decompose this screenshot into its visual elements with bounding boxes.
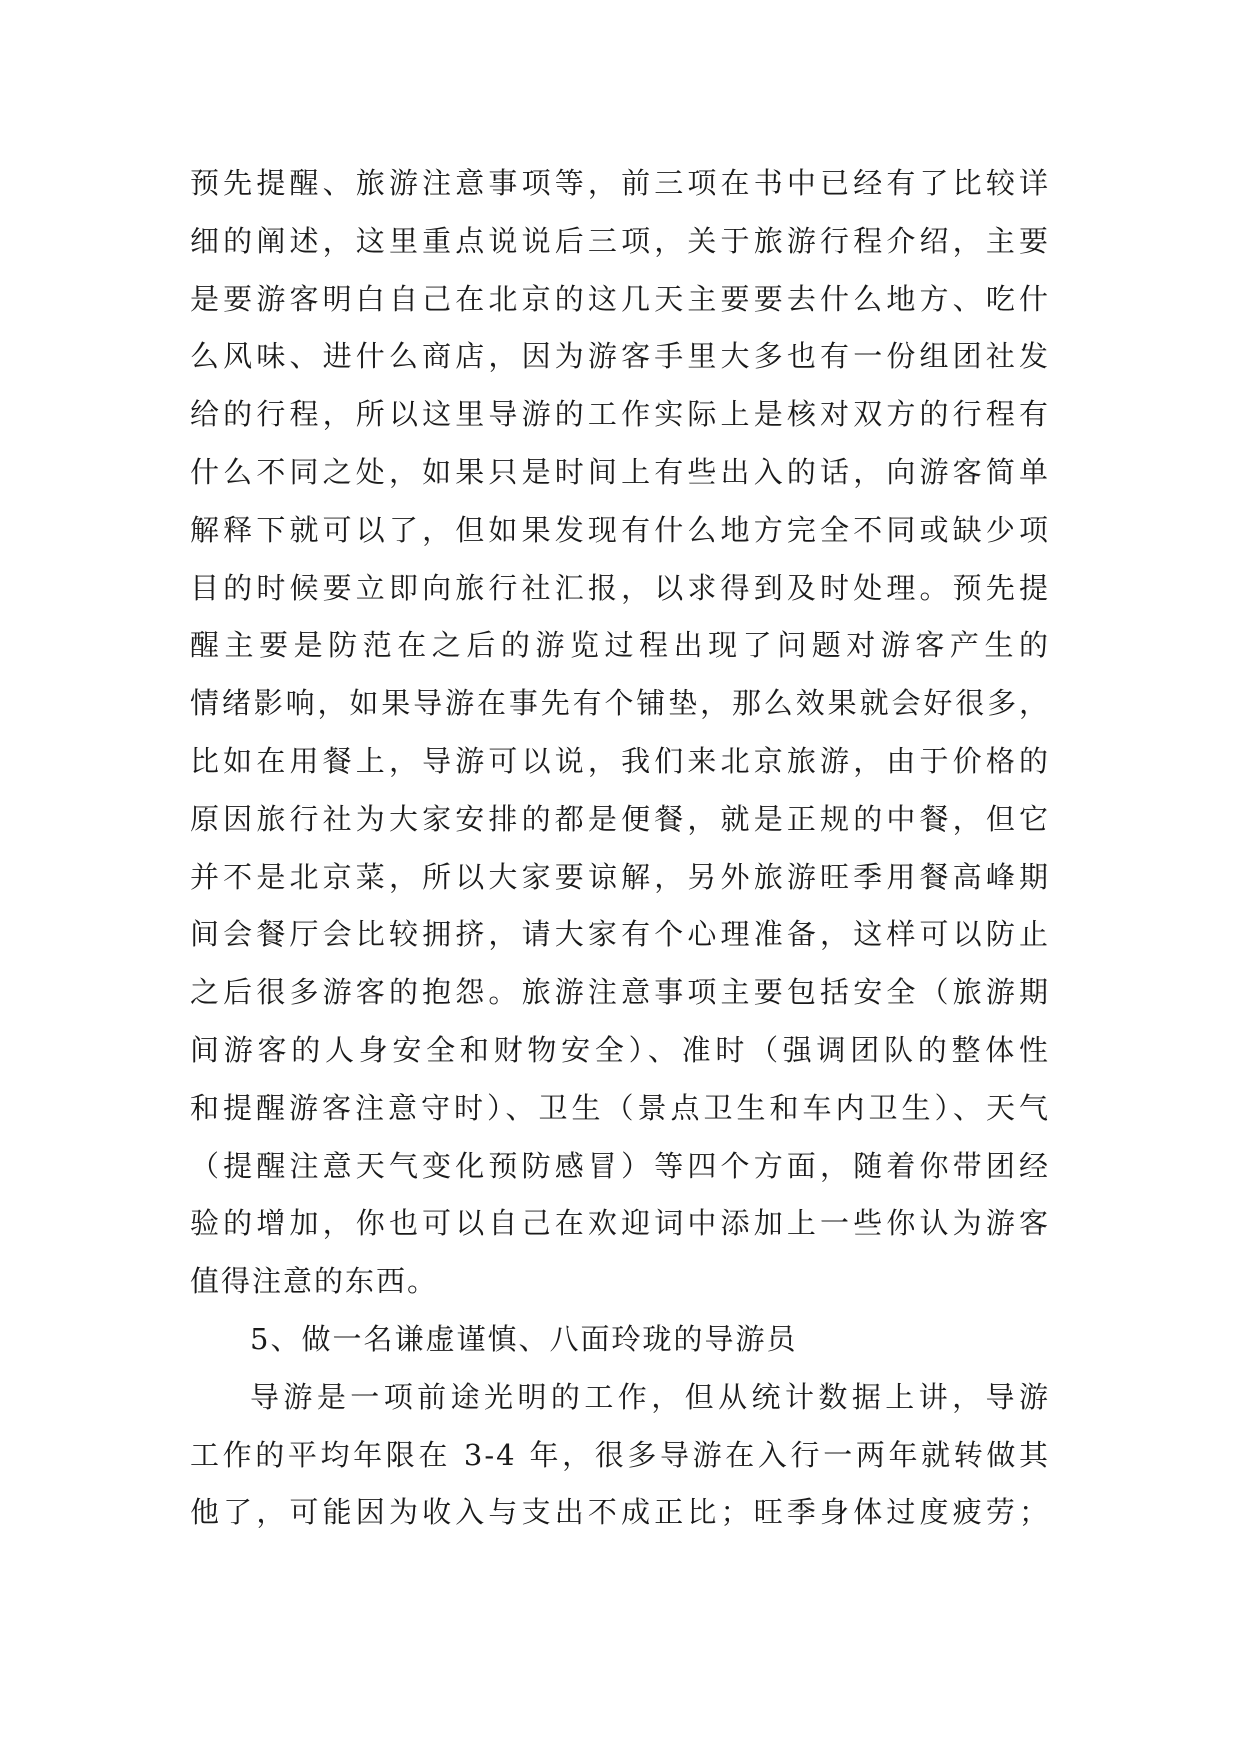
text-line: 导游是一项前途光明的工作，但从统计数据上讲，导游 xyxy=(250,1379,1050,1414)
text-line: 原因旅行社为大家安排的都是便餐，就是正规的中餐，但它 xyxy=(190,801,1050,836)
text-line: 给的行程，所以这里导游的工作实际上是核对双方的行程有 xyxy=(190,397,1050,432)
body-text xyxy=(190,155,1050,1542)
text-line: 细的阐述，这里重点说说后三项，关于旅游行程介绍，主要 xyxy=(190,223,1050,258)
text-line: 间会餐厅会比较拥挤，请大家有个心理准备，这样可以防止 xyxy=(190,917,1050,952)
section-heading: 5、做一名谦虚谨慎、八面玲珑的导游员 xyxy=(250,1321,798,1356)
text-line: 情绪影响，如果导游在事先有个铺垫，那么效果就会好很多， xyxy=(190,686,1050,721)
text-line: 值得注意的东西。 xyxy=(190,1264,439,1299)
text-line: 并不是北京菜，所以大家要谅解，另外旅游旺季用餐高峰期 xyxy=(190,859,1050,894)
text-line: 和提醒游客注意守时）、卫生（景点卫生和车内卫生）、天气 xyxy=(190,1090,1050,1125)
text-line: 解释下就可以了，但如果发现有什么地方完全不同或缺少项 xyxy=(190,512,1050,547)
text-line: 工作的平均年限在 3-4 年，很多导游在入行一两年就转做其 xyxy=(190,1437,1050,1472)
text-line: 预先提醒、旅游注意事项等，前三项在书中已经有了比较详 xyxy=(190,166,1050,200)
text-line: 醒主要是防范在之后的游览过程出现了问题对游客产生的 xyxy=(190,628,1050,663)
text-line: （提醒注意天气变化预防感冒）等四个方面，随着你带团经 xyxy=(190,1148,1050,1183)
text-line: 之后很多游客的抱怨。旅游注意事项主要包括安全（旅游期 xyxy=(190,975,1050,1010)
text-line: 什么不同之处，如果只是时间上有些出入的话，向游客简单 xyxy=(190,454,1050,489)
text-line: 目的时候要立即向旅行社汇报，以求得到及时处理。预先提 xyxy=(190,570,1050,605)
text-line: 比如在用餐上，导游可以说，我们来北京旅游，由于价格的 xyxy=(190,743,1050,778)
text-line: 他了，可能因为收入与支出不成正比；旺季身体过度疲劳； xyxy=(190,1495,1050,1530)
text-line: 验的增加，你也可以自己在欢迎词中添加上一些你认为游客 xyxy=(190,1206,1050,1241)
text-line: 是要游客明白自己在北京的这几天主要要去什么地方、吃什 xyxy=(190,281,1050,316)
text-line: 么风味、进什么商店，因为游客手里大多也有一份组团社发 xyxy=(190,339,1050,374)
text-line: 间游客的人身安全和财物安全）、准时（强调团队的整体性 xyxy=(190,1032,1050,1067)
